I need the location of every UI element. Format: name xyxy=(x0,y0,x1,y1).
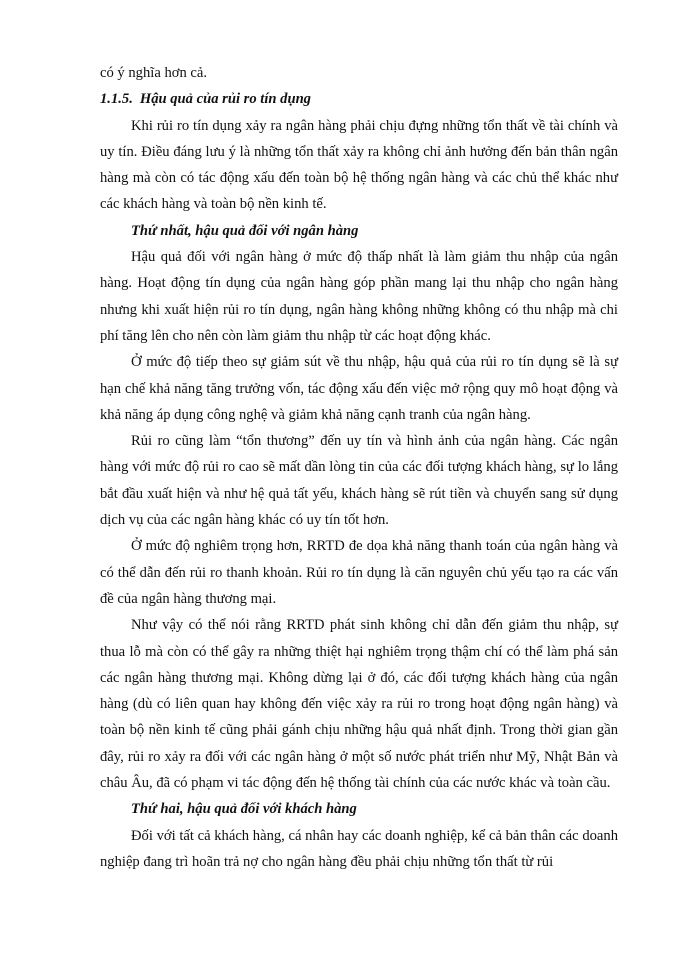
bank-paragraph-1: Hậu quả đối với ngân hàng ở mức độ thấp nhất là làm giảm thu nhập của ngân hàng. Hoạt động tín dụng của ngân hàng góp phần mang lại thu nhập cho ngân hàng nhưng khi xuất hiện rủi ro tín dụng, ngân hàng không những không có thu nhập mà chi phí tăng lên cho nên còn làm giảm thu nhập từ các hoạt động khác. xyxy=(100,249,618,344)
bank-paragraph-4: Ở mức độ nghiêm trọng hơn, RRTD đe dọa khả năng thanh toán của ngân hàng và có thể dẫn đến rủi ro thanh khoản. Rủi ro tín dụng là căn nguyên chủ yếu tạo ra các vấn đề của ngân hàng thương mại. xyxy=(100,538,618,607)
section-number: 1.1.5. xyxy=(100,91,133,108)
bank-paragraph-2: Ở mức độ tiếp theo sự giảm sút về thu nhập, hậu quả của rủi ro tín dụng sẽ là sự hạn chế khả năng tăng trưởng vốn, tác động xấu đến việc mở rộng quy mô hoạt động và khả năng áp dụng công nghệ và giảm khả năng cạnh tranh của ngân hàng. xyxy=(100,354,618,423)
bank-paragraph-5: Như vậy có thể nói rằng RRTD phát sinh không chỉ dẫn đến giảm thu nhập, sự thua lỗ mà còn có thể gây ra những thiệt hại nghiêm trọng thậm chí có thể làm phá sản các ngân hàng thương mại. Không dừng lại ở đó, các đối tượng khách hàng của ngân hàng (dù có liên quan hay không đến việc xảy ra rủi ro trong hoạt động ngân hàng) và toàn bộ nền kinh tế cũng phải gánh chịu những hậu quả nhất định. Trong thời gian gần đây, rủi ro xảy ra đối với các ngân hàng ở một số nước phát triển như Mỹ, Nhật Bản và châu Âu, đã có phạm vi tác động đến hệ thống tài chính của các nước khác và toàn cầu. xyxy=(100,617,618,792)
section-heading xyxy=(100,86,618,112)
subheading-bank: Thứ nhất, hậu quả đối với ngân hàng xyxy=(131,222,359,239)
customers-paragraph-1: Đối với tất cả khách hàng, cá nhân hay các doanh nghiệp, kể cả bản thân các doanh nghiệp đang trì hoãn trả nợ cho ngân hàng đều phải chịu những tổn thất từ rủi xyxy=(100,827,618,870)
subheading-customers: Thứ hai, hậu quả đối với khách hàng xyxy=(131,801,357,818)
bank-paragraph-3: Rủi ro cũng làm “tổn thương” đến uy tín và hình ảnh của ngân hàng. Các ngân hàng với mức độ rủi ro cao sẽ mất dần lòng tin của các đối tượng khách hàng, sự lo lắng bắt đầu xuất hiện và như hệ quả tất yếu, khách hàng sẽ rút tiền và chuyển sang sử dụng dịch vụ của các ngân hàng khác có uy tín tốt hơn. xyxy=(100,433,618,529)
section-title: Hậu quả của rủi ro tín dụng xyxy=(139,91,311,108)
intro-paragraph: Khi rủi ro tín dụng xảy ra ngân hàng phải chịu đựng những tổn thất về tài chính và uy tín. Điều đáng lưu ý là những tổn thất xảy ra không chỉ ảnh hưởng đến bản thân ngân hàng mà còn có tác động xấu đến toàn bộ hệ thống ngân hàng và các chủ thể khác như các khách hàng và toàn bộ nền kinh tế. xyxy=(100,117,618,213)
continuation-line: có ý nghĩa hơn cả. xyxy=(100,65,208,81)
